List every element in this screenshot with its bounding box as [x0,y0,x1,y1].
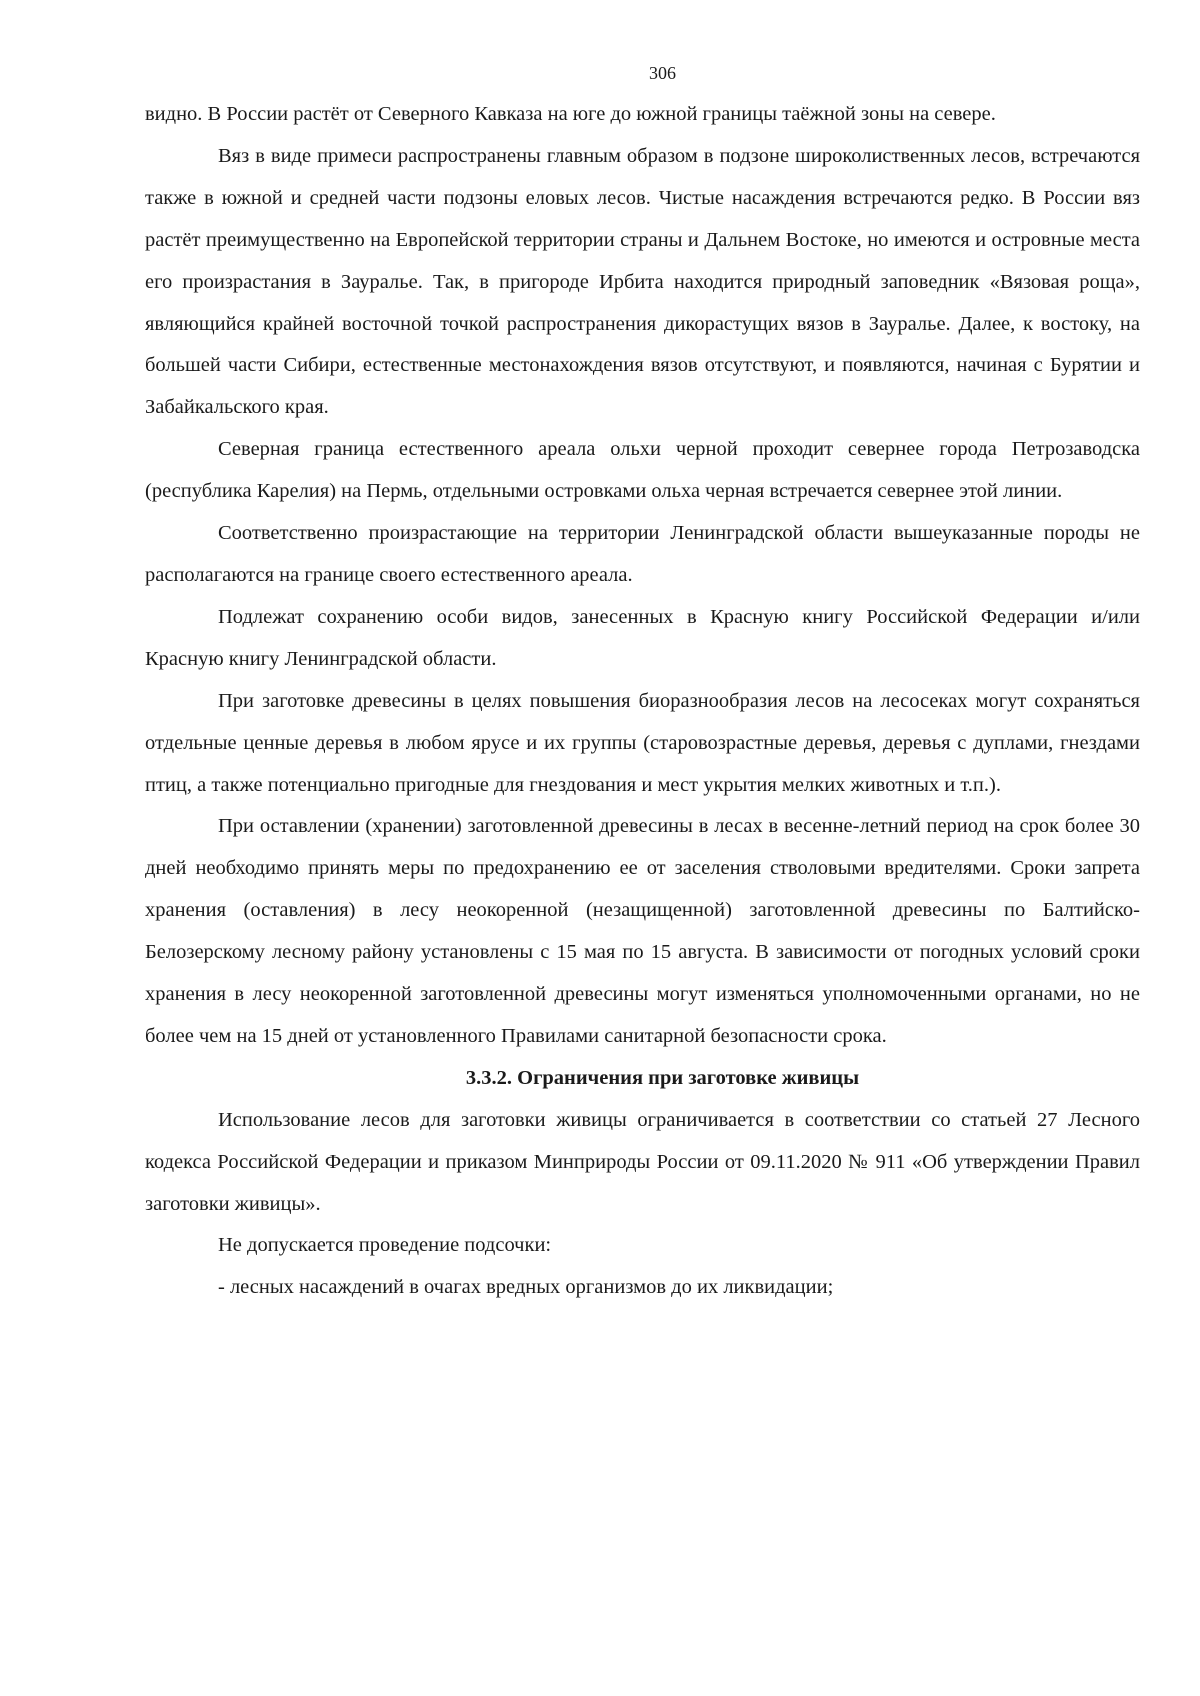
document-page [145,52,1140,1309]
paragraph-resin-usage: Использование лесов для заготовки живицы ограничивается в соответствии со статьей 27 Лесного кодекса Российской Федерации и приказом Минприроды России от 09.11.2020 № 911 «Об утверждении Правил заготовки живицы». [145,1108,1140,1215]
paragraph-red-book: Подлежат сохранению особи видов, занесенных в Красную книгу Российской Федерации и/или Красную книгу Ленинградской области. [145,605,1140,670]
paragraph-tapping-prohibited: Не допускается проведение подсочки: [218,1234,552,1257]
paragraph-russia-range: видно. В России растёт от Северного Кавказа на юге до южной границы таёжной зоны на севере. [145,103,996,125]
paragraph-alder-range: Северная граница естественного ареала ольхи черной проходит севернее города Петрозаводска (республика Карелия) на Пермь, отдельными островками ольха черная встречается севернее этой линии. [145,438,1140,503]
paragraph-timber-storage: При оставлении (хранении) заготовленной древесины в лесах в весенне-летний период на срок более 30 дней необходимо принять меры по предохранению ее от заселения стволовыми вредителями. Сроки запрета хранения (оставления) в лесу неокоренной (незащищенной) заготовленной древесины по Балтийско-Белозерскому лесному району установлены с 15 мая по 15 августа. В зависимости от погодных условий сроки хранения в лесу неокоренной заготовленной древесины могут изменяться уполномоченными органами, но не более чем на 15 дней от установленного Правилами санитарной безопасности срока. [145,815,1140,1047]
paragraph-elm-distribution: Вяз в виде примеси распространены главным образом в подзоне широколиственных лесов, встречаются также в южной и средней части подзоны еловых лесов. Чистые насаждения встречаются редко. В России вяз растёт преимущественно на Европейской территории страны и Дальнем Востоке, но имеются и островные места его произрастания в Зауралье. Так, в пригороде Ирбита находится природный заповедник «Вязовая роща», являющийся крайней восточной точкой распространения дикорастущих вязов в Зауралье. Далее, к востоку, на большей части Сибири, естественные местонахождения вязов отсутствуют, и появляются, начиная с Бурятии и Забайкальского края. [145,144,1140,419]
page-number: 306 [649,63,676,83]
list-item-pest-foci: - лесных насаждений в очагах вредных организмов до их ликвидации; [218,1276,834,1299]
paragraph-biodiversity: При заготовке древесины в целях повышения биоразнообразия лесов на лесосеках могут сохраняться отдельные ценные деревья в любом ярусе и их группы (старовозрастные деревья, деревья с дуплами, гнездами птиц, а также потенциально пригодные для гнездования и мест укрытия мелких животных и т.п.). [145,689,1140,796]
paragraph-leningrad-species: Соответственно произрастающие на территории Ленинградской области вышеуказанные породы не располагаются на границе своего естественного ареала. [145,522,1140,586]
section-heading: 3.3.2. Ограничения при заготовке живицы [465,1066,860,1089]
